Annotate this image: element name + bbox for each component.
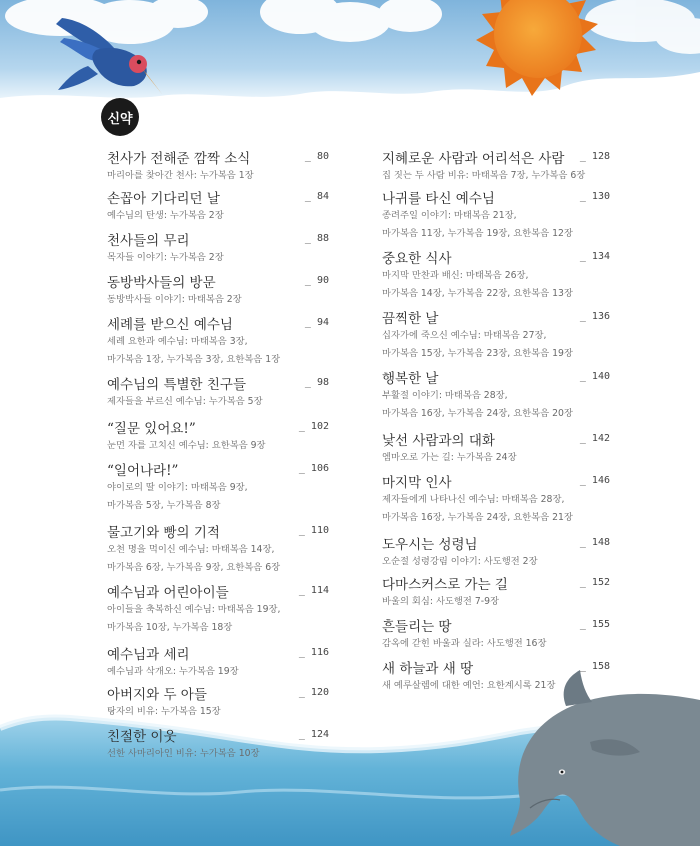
- toc-entry-page-number: _ 140: [579, 371, 610, 382]
- toc-entry[interactable]: [382, 576, 610, 609]
- toc-entry[interactable]: [382, 432, 610, 465]
- toc-entry-title: “일어나라!”: [107, 463, 179, 479]
- toc-entry-reference: 집 짓는 두 사람 비유: 마태복음 7장, 누가복음 6장: [382, 170, 586, 181]
- toc-entry-reference: 마가복음 10장, 누가복음 18장: [107, 622, 233, 633]
- toc-entry-reference: 마지막 만찬과 배신: 마태복음 26장,: [382, 270, 529, 281]
- toc-entry[interactable]: [382, 660, 610, 693]
- toc-entry-title: 세례를 받으신 예수님: [107, 317, 233, 333]
- toc-entry[interactable]: [382, 150, 610, 183]
- toc-entry-title: “질문 있어요!”: [107, 421, 196, 437]
- toc-entry-title: 행복한 날: [382, 371, 439, 387]
- toc-entry-page-number: _ 152: [579, 577, 610, 588]
- toc-entry-reference: 마가복음 16장, 누가복음 24장, 요한복음 21장: [382, 512, 573, 523]
- toc-entry-reference: 마가복음 16장, 누가복음 24장, 요한복음 20장: [382, 408, 573, 419]
- toc-entry-reference: 마리아를 찾아간 천사: 누가복음 1장: [107, 170, 254, 181]
- toc-entry-reference: 오천 명을 먹이신 예수님: 마태복음 14장,: [107, 544, 275, 555]
- toc-entry-title: 나귀를 타신 예수님: [382, 191, 495, 207]
- toc-entry[interactable]: [107, 524, 329, 575]
- toc-entry-title: 도우시는 성령님: [382, 537, 478, 553]
- toc-entry[interactable]: [382, 310, 610, 361]
- toc-entry-page-number: _ 128: [579, 151, 610, 162]
- toc-entry[interactable]: [107, 376, 329, 409]
- toc-entry-title: 지혜로운 사람과 어리석은 사람: [382, 151, 565, 167]
- toc-entry-title: 예수님의 특별한 친구들: [107, 377, 246, 393]
- toc-entry-reference: 눈먼 자를 고치신 예수님: 요한복음 9장: [107, 440, 266, 451]
- toc-entry-reference: 마가복음 15장, 누가복음 23장, 요한복음 19장: [382, 348, 573, 359]
- toc-entry-title: 친절한 이웃: [107, 729, 177, 745]
- toc-entry-title: 손꼽아 기다리던 날: [107, 191, 220, 207]
- toc-entry-title: 끔찍한 날: [382, 311, 439, 327]
- toc-entry-page-number: _ 142: [579, 433, 610, 444]
- toc-entry-reference: 아이들을 축복하신 예수님: 마태복음 19장,: [107, 604, 281, 615]
- toc-entry-reference: 야이로의 딸 이야기: 마태복음 9장,: [107, 482, 248, 493]
- toc-entry-page-number: _ 146: [579, 475, 610, 486]
- toc-entry[interactable]: [382, 370, 610, 421]
- toc-entry-title: 낯선 사람과의 대화: [382, 433, 495, 449]
- toc-entry-page-number: _ 98: [304, 377, 329, 388]
- toc-entry-page-number: _ 114: [298, 585, 329, 596]
- toc-entry-page-number: _ 102: [298, 421, 329, 432]
- toc-entry[interactable]: [107, 316, 329, 367]
- toc-entry-reference: 목자들 이야기: 누가복음 2장: [107, 252, 224, 263]
- toc-entry-reference: 마가복음 14장, 누가복음 22장, 요한복음 13장: [382, 288, 573, 299]
- toc-entry-title: 천사들의 무리: [107, 233, 190, 249]
- toc-entry-title: 새 하늘과 새 땅: [382, 661, 474, 677]
- toc-entry-title: 예수님과 어린아이들: [107, 585, 229, 601]
- toc-entry[interactable]: [107, 462, 329, 513]
- toc-entry-title: 천사가 전해준 깜짝 소식: [107, 151, 251, 167]
- toc-entry-reference: 마가복음 5장, 누가복음 8장: [107, 500, 221, 511]
- toc-entry-page-number: _ 80: [304, 151, 329, 162]
- section-badge: 신약: [101, 98, 139, 136]
- toc-entry-page-number: _ 148: [579, 537, 610, 548]
- toc-entry-title: 예수님과 세리: [107, 647, 190, 663]
- toc-entry-title: 마지막 인사: [382, 475, 452, 491]
- toc-entry-page-number: _ 134: [579, 251, 610, 262]
- toc-entry-page-number: _ 90: [304, 275, 329, 286]
- toc-entry-page-number: _ 94: [304, 317, 329, 328]
- toc-entry-reference: 마가복음 1장, 누가복음 3장, 요한복음 1장: [107, 354, 281, 365]
- toc-entry-title: 동방박사들의 방문: [107, 275, 216, 291]
- toc-entry-page-number: _ 136: [579, 311, 610, 322]
- toc-entry[interactable]: [107, 728, 329, 761]
- toc-entry-reference: 십자가에 죽으신 예수님: 마태복음 27장,: [382, 330, 547, 341]
- toc-entry-reference: 제자들에게 나타나신 예수님: 마태복음 28장,: [382, 494, 565, 505]
- toc-entry-page-number: _ 130: [579, 191, 610, 202]
- toc-entry-reference: 오순절 성령강림 이야기: 사도행전 2장: [382, 556, 538, 567]
- toc-entry-reference: 예수님의 탄생: 누가복음 2장: [107, 210, 224, 221]
- toc-entry-reference: 바울의 회심: 사도행전 7-9장: [382, 596, 499, 607]
- toc-entry-title: 중요한 식사: [382, 251, 452, 267]
- toc-entry[interactable]: [382, 250, 610, 301]
- toc-entry-page-number: _ 116: [298, 647, 329, 658]
- toc-entry-page-number: _ 155: [579, 619, 610, 630]
- toc-entry-reference: 선한 사마리아인 비유: 누가복음 10장: [107, 748, 260, 759]
- toc-entry[interactable]: [107, 584, 329, 635]
- toc-entry-reference: 마가복음 11장, 누가복음 19장, 요한복음 12장: [382, 228, 573, 239]
- toc-entry[interactable]: [107, 150, 329, 183]
- toc-entry-page-number: _ 84: [304, 191, 329, 202]
- toc-entry-reference: 마가복음 6장, 누가복음 9장, 요한복음 6장: [107, 562, 281, 573]
- toc-entry[interactable]: [107, 232, 329, 265]
- toc-entry[interactable]: [382, 618, 610, 651]
- toc-entry-reference: 세례 요한과 예수님: 마태복음 3장,: [107, 336, 248, 347]
- toc-entry-page-number: _ 88: [304, 233, 329, 244]
- toc-entry[interactable]: [107, 686, 329, 719]
- toc-entry-reference: 종려주일 이야기: 마태복음 21장,: [382, 210, 517, 221]
- toc-entry-reference: 예수님과 삭개오: 누가복음 19장: [107, 666, 239, 677]
- toc-entry-reference: 탕자의 비유: 누가복음 15장: [107, 706, 221, 717]
- toc-entry-page-number: _ 120: [298, 687, 329, 698]
- toc-entry-title: 물고기와 빵의 기적: [107, 525, 220, 541]
- toc-entry-title: 흔들리는 땅: [382, 619, 452, 635]
- toc-entry[interactable]: [382, 536, 610, 569]
- toc-entry-reference: 엠마오로 가는 길: 누가복음 24장: [382, 452, 517, 463]
- toc-entry-title: 다마스커스로 가는 길: [382, 577, 508, 593]
- toc-entry[interactable]: [107, 646, 329, 679]
- toc-entry-page-number: _ 106: [298, 463, 329, 474]
- toc-entry[interactable]: [382, 190, 610, 241]
- toc-entry-reference: 새 예루살렘에 대한 예언: 요한계시록 21장: [382, 680, 556, 691]
- toc-entry-reference: 제자들을 부르신 예수님: 누가복음 5장: [107, 396, 263, 407]
- toc-entry[interactable]: [107, 420, 329, 453]
- toc-entry[interactable]: [107, 274, 329, 307]
- toc-entry[interactable]: [107, 190, 329, 223]
- toc-entry-page-number: _ 158: [579, 661, 610, 672]
- toc-entry-reference: 부활절 이야기: 마태복음 28장,: [382, 390, 508, 401]
- toc-entry-page-number: _ 124: [298, 729, 329, 740]
- toc-entry-title: 아버지와 두 아들: [107, 687, 207, 703]
- toc-entry[interactable]: [382, 474, 610, 525]
- toc-entry-page-number: _ 110: [298, 525, 329, 536]
- toc-entry-reference: 동방박사들 이야기: 마태복음 2장: [107, 294, 242, 305]
- toc-entry-reference: 감옥에 갇힌 바울과 실라: 사도행전 16장: [382, 638, 547, 649]
